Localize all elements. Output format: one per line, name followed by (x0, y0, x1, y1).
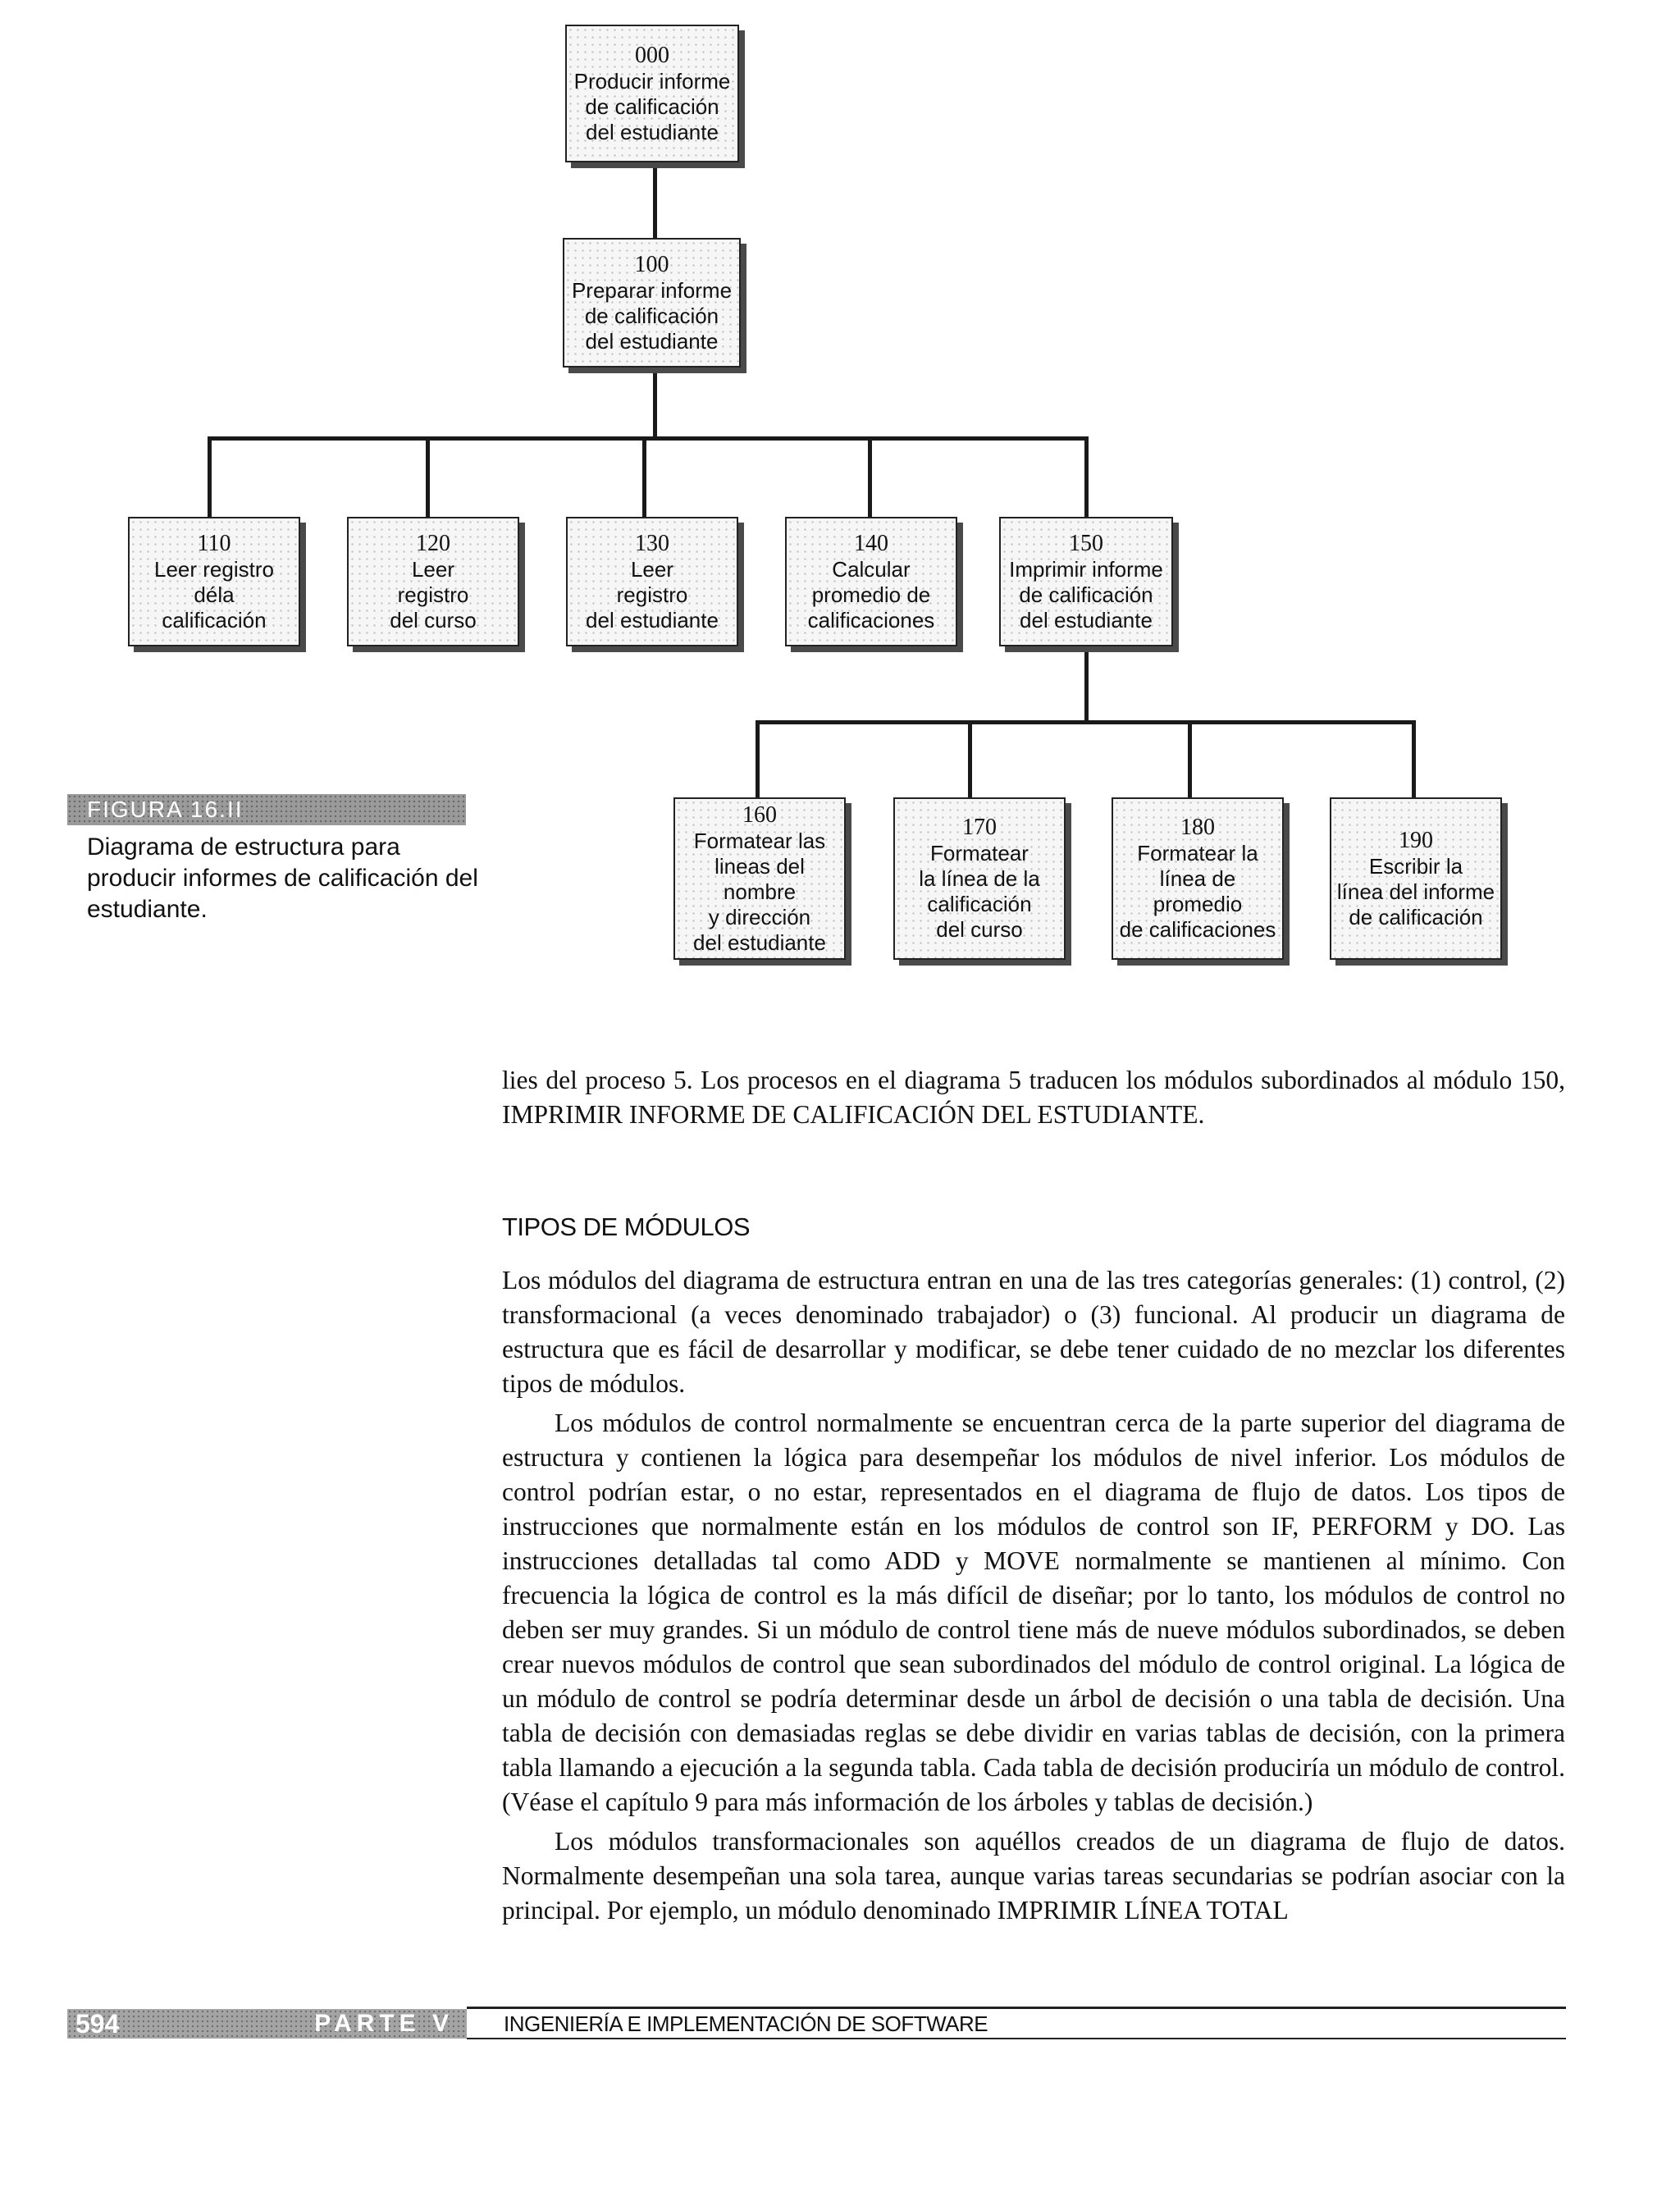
footer-rule-top (467, 2007, 1566, 2009)
connector-prepare-down (653, 368, 657, 438)
module-160 (673, 797, 846, 960)
module-000 (565, 25, 739, 162)
running-footer-title: INGENIERÍA E IMPLEMENTACIÓN DE SOFTWARE (504, 2011, 988, 2036)
module-number: 130 (635, 530, 669, 556)
article-intro (502, 1063, 1565, 1132)
module-110 (128, 517, 300, 646)
footer-bar (67, 2009, 467, 2039)
figure-tag: FIGURA 16.II (67, 794, 466, 825)
module-label: Formatear las lineas del nombre y dirección del estudiante (693, 828, 826, 955)
article-body (502, 1263, 1565, 1928)
figure-caption-text: Diagrama de estructura para producir informes de calificación del estudiante. (87, 833, 478, 923)
module-150 (999, 517, 1173, 646)
connector-170 (968, 720, 972, 799)
connector-160 (756, 720, 760, 799)
module-140 (785, 517, 957, 646)
footer-rule-bottom (467, 2038, 1566, 2039)
module-number: 180 (1180, 815, 1215, 840)
module-100 (563, 238, 741, 368)
module-label: Formatear la línea de la calificación del curso (919, 841, 1040, 942)
connector-120 (426, 436, 430, 518)
module-number: 170 (962, 815, 997, 840)
module-130 (566, 517, 738, 646)
connector-130 (642, 436, 646, 518)
module-180 (1112, 797, 1284, 960)
connector-140 (868, 436, 872, 518)
module-number: 190 (1399, 827, 1433, 853)
module-label: Imprimir informe de calificación del estudiante (1009, 556, 1163, 632)
page-number: 594 (75, 2008, 120, 2039)
module-label: Leer registro del estudiante (586, 556, 719, 632)
module-number: 160 (742, 801, 777, 828)
module-number: 140 (854, 530, 888, 556)
module-label: Escribir la línea del informe de calificación (1336, 853, 1495, 929)
connector-190 (1412, 720, 1416, 799)
connector-level2-bar (208, 436, 1089, 441)
body-paragraph-2: Los módulos de control normalmente se encuentran cerca de la parte superior del diagrama de estructura y contienen la lógica para desempeñar los módulos de nivel inferior. Los módulos de control podrían estar, o no estar, representados en el diagrama de flujo de datos. Los tipos de instrucciones que normalmente están en los módulos de control son IF, PERFORM y DO. Las instrucciones detalladas tal como ADD y MOVE normalmente se mantienen al mínimo. Con frecuencia la lógica de control es la más difícil de diseñar; por lo tanto, los módulos de control no deben ser muy grandes. Si un módulo de control tiene más de nueve módulos subordinados, se deben crear nuevos módulos de control que sean subordinados del módulo de control original. La lógica de un módulo de control se podría determinar desde un árbol de decisión o una tabla de decisión. Una tabla de decisión con demasiadas reglas se debe dividir en varias tablas de decisión, con la primera tabla llamando a ejecución a la segunda tabla. Cada tabla de decisión produciría un módulo de control. (Véase el capítulo 9 para más información de los árboles y tablas de decisión.) (502, 1409, 1565, 1816)
figure-caption (67, 794, 477, 925)
connector-root-prepare (653, 162, 657, 241)
module-170 (893, 797, 1066, 960)
body-paragraph-1: Los módulos del diagrama de estructura entran en una de las tres categorías generales: (1) control, (2) transformacional (a veces denominado trabajador) o (3) funcional. Al producir un diagrama de estructura que es fácil de desarrollar y modificar, se debe tener cuidado de no mezclar los diferentes tipos de módulos. (502, 1266, 1565, 1398)
intro-paragraph: lies del proceso 5. Los procesos en el diagrama 5 traducen los módulos subordinados al módulo 150, IMPRIMIR INFORME DE CALIFICACIÓN DEL ESTUDIANTE. (502, 1066, 1565, 1129)
module-190 (1330, 797, 1502, 960)
module-number: 100 (634, 251, 669, 277)
module-label: Preparar informe de calificación del estudiante (571, 277, 733, 354)
section-heading: TIPOS DE MÓDULOS (502, 1212, 751, 1241)
module-number: 000 (635, 42, 669, 68)
module-number: 120 (416, 530, 450, 556)
connector-110 (208, 436, 212, 518)
connector-150 (1084, 436, 1089, 518)
module-label: Formatear la línea de promedio de calificaciones (1119, 841, 1276, 942)
module-120 (347, 517, 519, 646)
module-label: Calcular promedio de calificaciones (807, 556, 935, 632)
body-paragraph-3: Los módulos transformacionales son aquéllos creados de un diagrama de flujo de datos. Normalmente desempeñan una sola tarea, aunque varias tareas secundarias se podrían asociar con la principal. Por ejemplo, un módulo denominado IMPRIMIR LÍNEA TOTAL (502, 1827, 1565, 1925)
connector-180 (1188, 720, 1192, 799)
module-label: Producir informe de calificación del estudiante (573, 68, 731, 144)
connector-150-down (1084, 646, 1089, 722)
module-label: Leer registro del curso (390, 556, 477, 632)
module-number: 110 (197, 530, 231, 556)
part-label: PARTE V (314, 2010, 454, 2037)
module-number: 150 (1069, 530, 1103, 556)
module-label: Leer registro déla calificación (154, 556, 274, 632)
connector-level3-bar (756, 720, 1416, 724)
